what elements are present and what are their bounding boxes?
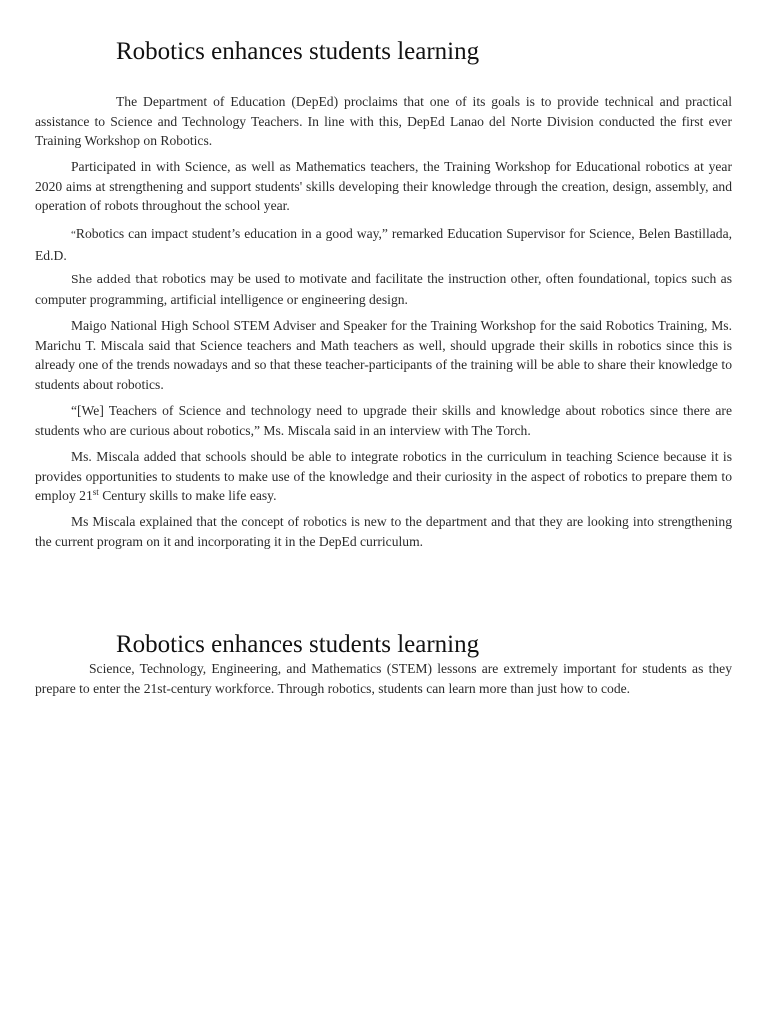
article-title-second: Robotics enhances students learning [116, 631, 480, 658]
paragraph-workshop-aims: Participated in with Science, as well as Mathematics teachers, the Training Workshop for Educational robotics at year 2020 aims at strengthening and support students' skills developing their knowledge through the creation, design, assembly, and operation of robots throughout the school year. [35, 159, 732, 213]
paragraph-robotics-motivation-text: robotics may be used to motivate and facilitate the instruction other, often foundational, topics such as computer programming, artificial intelligence or engineering design. [35, 271, 732, 307]
paragraph-integrate-robotics [35, 447, 732, 506]
paragraph-robotics-motivation [35, 269, 732, 309]
paragraph-speaker-statement: Maigo National High School STEM Adviser and Speaker for the Training Workshop for the said Robotics Training, Ms. Marichu T. Miscala said that Science teachers and Math teachers as well, should upgrade their skills in robotics since this is already one of the trends nowadays and so that these teacher-participants of the training will be able to share their knowledge to students about robotics. [35, 318, 732, 392]
article-title: Robotics enhances students learning [116, 38, 480, 65]
paragraph-supervisor-quote [35, 224, 732, 265]
paragraph-deped-intro: The Department of Education (DepEd) proclaims that one of its goals is to provide technical and practical assistance to Science and Technology Teachers. In line with this, DepEd Lanao del Norte Division conducted the first ever Training Workshop on Robotics. [35, 94, 732, 148]
lead-in-text: She added that [71, 273, 158, 286]
paragraph-integrate-robotics-end: Century skills to make life easy. [98, 488, 277, 503]
paragraph-teachers-quote: “[We] Teachers of Science and technology need to upgrade their skills and knowledge about robotics since there are students who are curious about robotics,” Ms. Miscala said in an interview with The Torch. [35, 403, 732, 438]
paragraph-stem-lessons: Science, Technology, Engineering, and Mathematics (STEM) lessons are extremely important for students as they prepare to enter the 21st-century workforce. Through robotics, students can learn more than just how to code. [35, 661, 732, 696]
paragraph-concept-new: Ms Miscala explained that the concept of robotics is new to the department and that they are looking into strengthening the current program on it and incorporating it in the DepEd curriculum. [35, 514, 732, 549]
quote-mark: “ [71, 229, 76, 241]
paragraph-supervisor-quote-text: Robotics can impact student’s education in a good way,” remarked Education Supervisor for Science, Belen Bastillada, Ed.D. [35, 226, 732, 263]
paragraph-integrate-robotics-text: Ms. Miscala added that schools should be able to integrate robotics in the curriculum in teaching Science because it is provides opportunities to students to make use of the knowledge and their curiosity in the aspect of robotics to prepare them to employ 21 [35, 449, 732, 503]
superscript-st: st [92, 487, 99, 497]
